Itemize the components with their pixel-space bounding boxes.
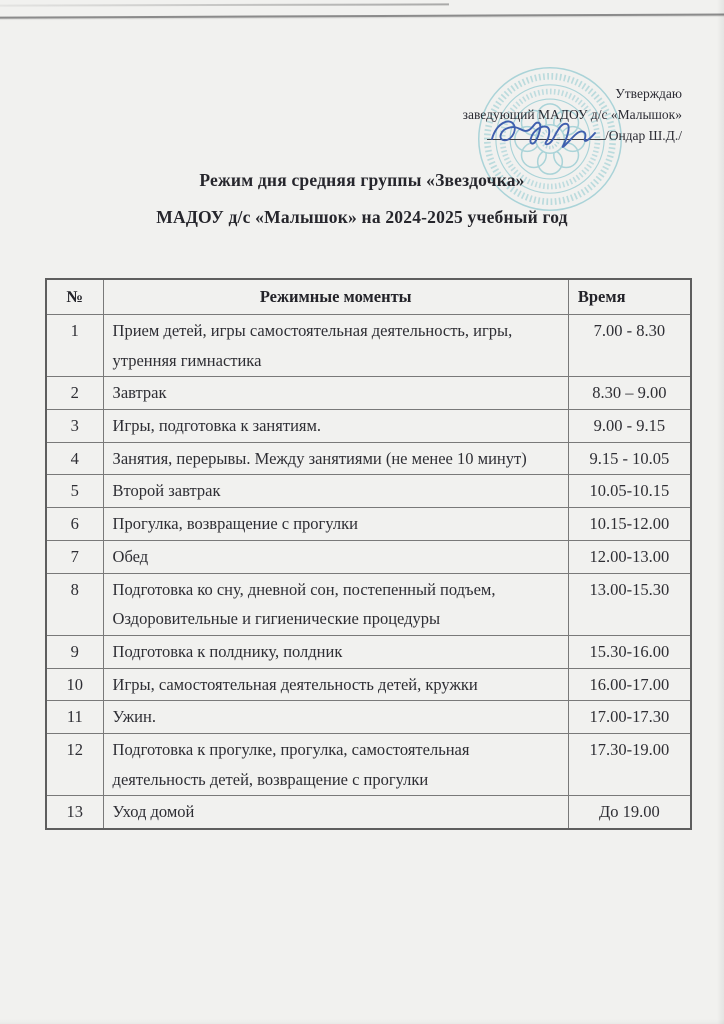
time-cell: 13.00-15.30 [568, 573, 691, 635]
table-row [46, 315, 691, 377]
table-row [46, 442, 691, 475]
table-row [46, 635, 691, 668]
moment-cell: Уход домой [103, 796, 568, 829]
row-number-cell: 11 [46, 701, 103, 734]
moment-cell: Игры, самостоятельная деятельность детей, кружки [103, 668, 568, 701]
row-number-cell: 6 [46, 508, 103, 541]
moment-cell: Второй завтрак [103, 475, 568, 508]
row-number-cell: 3 [46, 410, 103, 443]
scan-edge-shadow [717, 0, 724, 1024]
table-row [46, 475, 691, 508]
scan-artifact-line [0, 3, 449, 6]
approval-name-label: /Ондар Ш.Д./ [604, 127, 682, 143]
scan-edge-shadow [0, 1019, 724, 1024]
row-number-cell: 5 [46, 475, 103, 508]
moment-cell: Подготовка к прогулке, прогулка, самостоятельная деятельность детей, возвращение с прогулки [103, 733, 568, 795]
header-moments: Режимные моменты [103, 279, 568, 315]
time-cell: 9.15 - 10.05 [568, 442, 691, 475]
approval-block [463, 84, 682, 147]
row-number-cell: 7 [46, 540, 103, 573]
table-row [46, 508, 691, 541]
table-row [46, 377, 691, 410]
table-header-row [46, 279, 691, 315]
time-cell: 15.30-16.00 [568, 635, 691, 668]
scan-artifact-line [0, 13, 724, 18]
moment-cell: Подготовка к полднику, полдник [103, 635, 568, 668]
signature-row [463, 126, 682, 147]
time-cell: 9.00 - 9.15 [568, 410, 691, 443]
moment-cell: Занятия, перерывы. Между занятиями (не менее 10 минут) [103, 442, 568, 475]
approval-line-director: заведующий МАДОУ д/с «Малышок» [462, 106, 682, 122]
table-row [46, 410, 691, 443]
moment-cell: Подготовка ко сну, дневной сон, постепенный подъем, Оздоровительные и гигиенические процедуры [103, 573, 568, 635]
time-cell: 10.05-10.15 [568, 475, 691, 508]
row-number-cell: 8 [46, 573, 103, 635]
title-line-2: МАДОУ д/с «Малышок» на 2024-2025 учебный год [156, 207, 568, 227]
header-time: Время [568, 279, 691, 315]
row-number-cell: 10 [46, 668, 103, 701]
time-cell: 12.00-13.00 [568, 540, 691, 573]
time-cell: 7.00 - 8.30 [568, 315, 691, 377]
table-row [46, 573, 691, 635]
moment-cell: Завтрак [103, 377, 568, 410]
row-number-cell: 2 [46, 377, 103, 410]
header-number: № [46, 279, 103, 315]
handwritten-signature [488, 111, 600, 151]
title-line-1: Режим дня средняя группы «Звездочка» [199, 170, 525, 190]
time-cell: 17.30-19.00 [568, 733, 691, 795]
time-cell: 8.30 – 9.00 [568, 377, 691, 410]
row-number-cell: 1 [46, 315, 103, 377]
time-cell: 16.00-17.00 [568, 668, 691, 701]
table-row [46, 668, 691, 701]
row-number-cell: 9 [46, 635, 103, 668]
approval-line-approved: Утверждаю [615, 86, 682, 101]
daily-schedule-table [45, 278, 692, 830]
moment-cell: Обед [103, 540, 568, 573]
table-row [46, 701, 691, 734]
row-number-cell: 4 [46, 442, 103, 475]
moment-cell: Прием детей, игры самостоятельная деятельность, игры, утренняя гимнастика [103, 315, 568, 377]
time-cell: 17.00-17.30 [568, 701, 691, 734]
table-body [46, 315, 691, 830]
table-row [46, 796, 691, 829]
table-row [46, 540, 691, 573]
moment-cell: Прогулка, возвращение с прогулки [103, 508, 568, 541]
time-cell: 10.15-12.00 [568, 508, 691, 541]
time-cell: До 19.00 [568, 796, 691, 829]
row-number-cell: 13 [46, 796, 103, 829]
document-title [0, 170, 724, 228]
row-number-cell: 12 [46, 733, 103, 795]
moment-cell: Игры, подготовка к занятиям. [103, 410, 568, 443]
moment-cell: Ужин. [103, 701, 568, 734]
table-row [46, 733, 691, 795]
